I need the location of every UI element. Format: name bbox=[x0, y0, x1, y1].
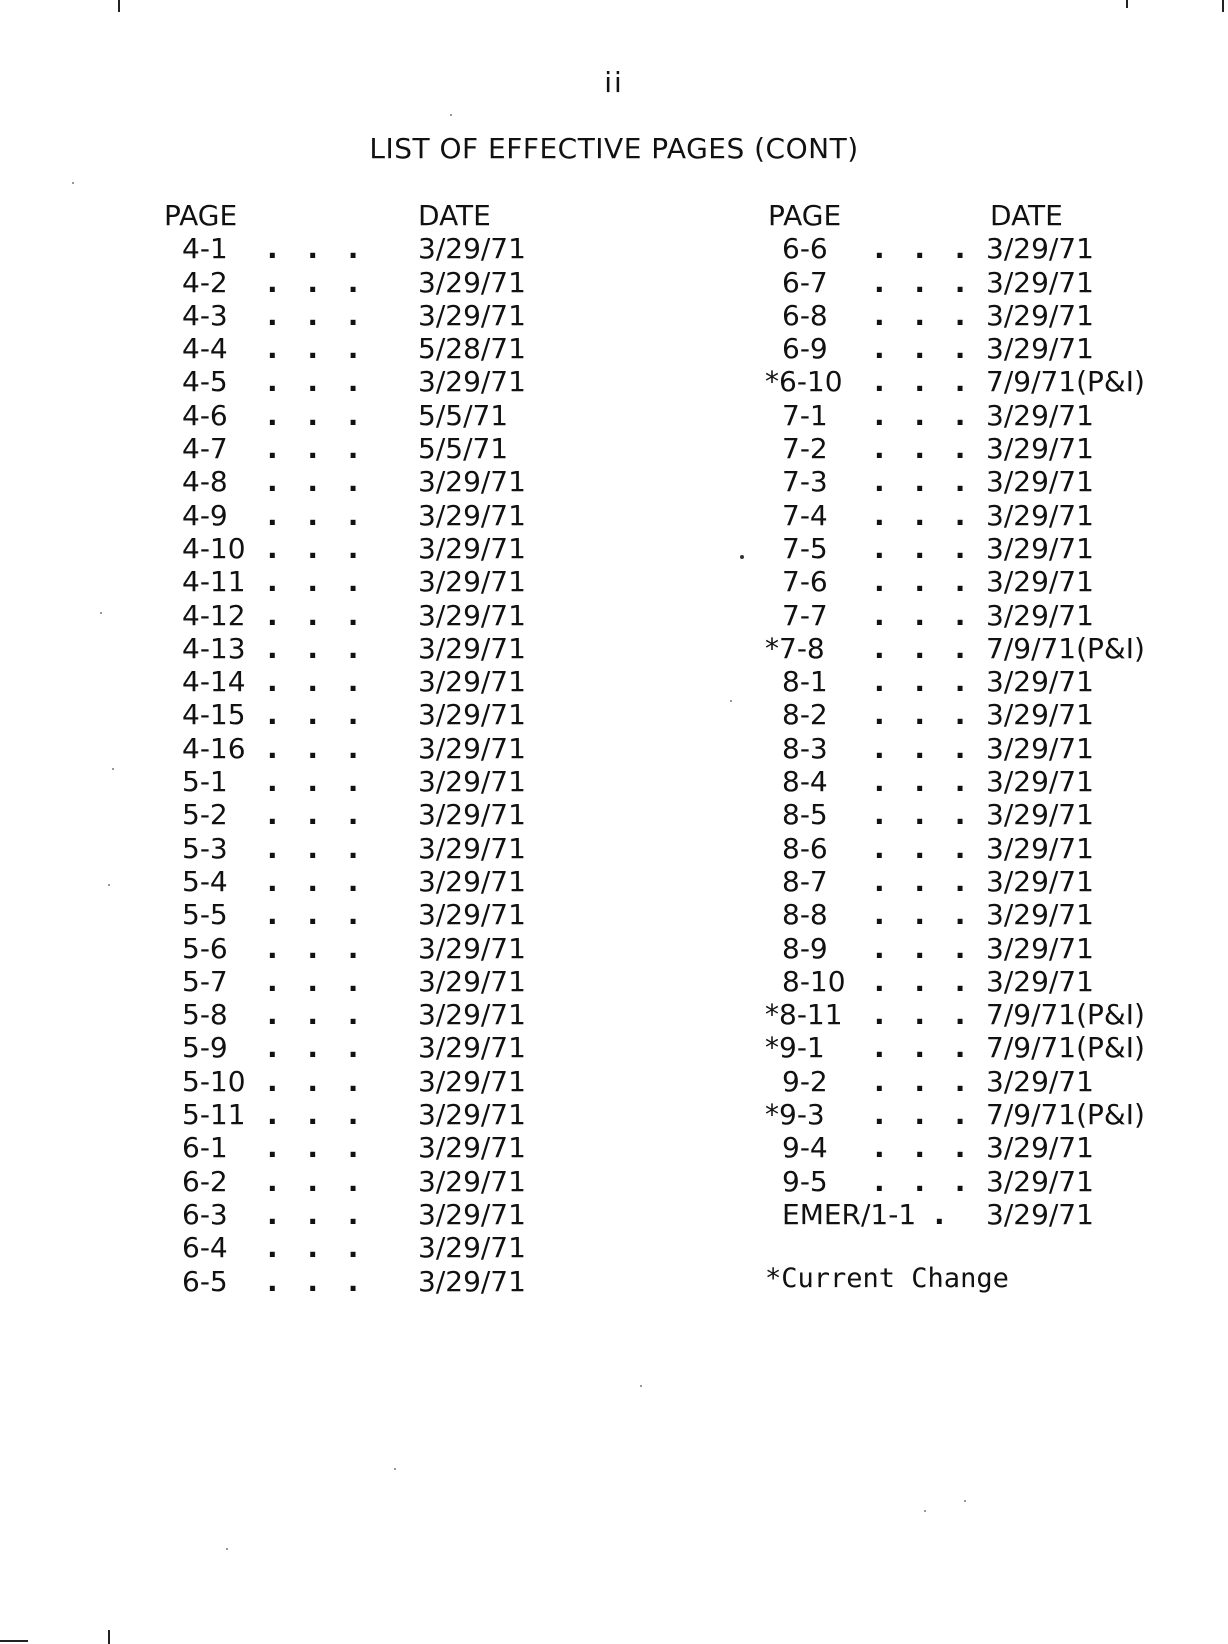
page-number-cell: 8-8 bbox=[782, 898, 828, 932]
list-item bbox=[768, 732, 1188, 765]
dot-leader: . . . bbox=[874, 432, 976, 466]
dot-leader: . . . bbox=[874, 731, 976, 765]
dot-leader: . . . bbox=[267, 798, 369, 832]
scan-speck bbox=[640, 1385, 642, 1387]
date-cell: 3/29/71 bbox=[418, 598, 526, 632]
crop-mark-bottom-left bbox=[108, 1630, 110, 1644]
list-item bbox=[164, 1131, 594, 1164]
scan-speck bbox=[964, 1500, 966, 1502]
list-item bbox=[164, 1265, 594, 1298]
date-cell: 5/5/71 bbox=[418, 398, 509, 432]
date-cell: 3/29/71 bbox=[986, 931, 1094, 965]
page-number-cell: 8-2 bbox=[782, 698, 828, 732]
date-cell: 3/29/71 bbox=[986, 665, 1094, 699]
list-item bbox=[164, 832, 594, 865]
page-number-cell: *8-11 bbox=[765, 998, 843, 1032]
list-item bbox=[765, 631, 1188, 665]
date-cell: 3/29/71 bbox=[986, 798, 1094, 832]
dot-leader: . . . bbox=[267, 731, 369, 765]
page-number-cell: EMER/1-1 bbox=[782, 1197, 917, 1231]
list-item bbox=[164, 1031, 594, 1064]
page-number-cell: 4-3 bbox=[182, 298, 228, 332]
left-column bbox=[164, 199, 594, 1298]
scan-speck bbox=[226, 1548, 228, 1550]
dot-leader: . . . bbox=[267, 1064, 369, 1098]
crop-mark-top-right bbox=[1126, 0, 1128, 8]
page-number-cell: 9-5 bbox=[782, 1164, 828, 1198]
dot-leader: . bbox=[934, 1197, 955, 1231]
page-column-header: PAGE bbox=[164, 199, 238, 232]
list-item bbox=[765, 998, 1188, 1032]
list-item bbox=[164, 1198, 594, 1231]
crop-mark-bottom-edge bbox=[0, 1640, 28, 1642]
dot-leader: . . . bbox=[267, 1164, 369, 1198]
page-number-cell: *6-10 bbox=[765, 365, 843, 399]
page-number-cell: 4-1 bbox=[182, 232, 228, 266]
dot-leader: . . . bbox=[267, 232, 369, 266]
page-number-cell: 7-5 bbox=[782, 531, 828, 565]
dot-leader: . . . bbox=[267, 531, 369, 565]
dot-leader: . . . bbox=[874, 465, 976, 499]
list-item bbox=[164, 266, 594, 299]
page-number-cell: 6-2 bbox=[182, 1164, 228, 1198]
left-column-header bbox=[164, 199, 594, 232]
dot-leader: . . . bbox=[267, 565, 369, 599]
dot-leader: . . . bbox=[874, 298, 976, 332]
page-number-cell: 8-6 bbox=[782, 831, 828, 865]
list-item bbox=[164, 932, 594, 965]
dot-leader: . . . bbox=[267, 631, 369, 665]
page-number-cell: 4-2 bbox=[182, 265, 228, 299]
date-cell: 3/29/71 bbox=[418, 998, 526, 1032]
list-item bbox=[768, 698, 1188, 731]
list-item bbox=[768, 965, 1188, 998]
scan-speck bbox=[108, 884, 110, 886]
date-cell: 3/29/71 bbox=[418, 265, 526, 299]
list-item bbox=[765, 1031, 1188, 1065]
list-item bbox=[164, 765, 594, 798]
list-item bbox=[765, 1098, 1188, 1132]
dot-leader: . . . bbox=[267, 365, 369, 399]
dot-leader: . . . bbox=[874, 665, 976, 699]
dot-leader: . . . bbox=[874, 232, 976, 266]
dot-leader: . . . bbox=[874, 631, 976, 665]
page-number-cell: 5-8 bbox=[182, 998, 228, 1032]
dot-leader: . . . bbox=[267, 298, 369, 332]
page-number-cell: 6-7 bbox=[782, 265, 828, 299]
date-cell: 3/29/71 bbox=[418, 1231, 526, 1265]
list-item bbox=[768, 832, 1188, 865]
list-item bbox=[768, 1165, 1188, 1198]
dot-leader: . . . bbox=[267, 964, 369, 998]
date-cell: 3/29/71 bbox=[418, 665, 526, 699]
date-cell: 3/29/71 bbox=[986, 1064, 1094, 1098]
footnote: *Current Change bbox=[765, 1263, 1009, 1295]
list-item bbox=[768, 266, 1188, 299]
crop-mark-top-edge bbox=[1222, 0, 1224, 12]
page-number-cell: 4-11 bbox=[182, 565, 246, 599]
date-cell: 3/29/71 bbox=[986, 964, 1094, 998]
dot-leader: . . . bbox=[874, 565, 976, 599]
list-item bbox=[768, 1065, 1188, 1098]
dot-leader: . . . bbox=[267, 665, 369, 699]
page-number-cell: 6-4 bbox=[182, 1231, 228, 1265]
dot-leader: . . . bbox=[267, 998, 369, 1032]
list-item bbox=[768, 765, 1188, 798]
date-cell: 3/29/71 bbox=[418, 898, 526, 932]
date-cell: 3/29/71 bbox=[986, 765, 1094, 799]
list-item bbox=[164, 599, 594, 632]
page-number-cell: 4-4 bbox=[182, 332, 228, 366]
list-item bbox=[768, 798, 1188, 831]
date-cell: 3/29/71 bbox=[418, 232, 526, 266]
dot-leader: . . . bbox=[267, 831, 369, 865]
date-cell: 3/29/71 bbox=[418, 365, 526, 399]
list-item bbox=[768, 932, 1188, 965]
page-number-cell: 4-9 bbox=[182, 498, 228, 532]
dot-leader: . . . bbox=[874, 1164, 976, 1198]
date-cell: 3/29/71 bbox=[986, 398, 1094, 432]
scan-speck bbox=[450, 114, 452, 116]
page-number-cell: 4-6 bbox=[182, 398, 228, 432]
page-number-cell: 8-4 bbox=[782, 765, 828, 799]
dot-leader: . . . bbox=[874, 598, 976, 632]
dot-leader: . . . bbox=[874, 1031, 976, 1065]
date-cell: 5/5/71 bbox=[418, 432, 509, 466]
right-column-header bbox=[768, 199, 1188, 232]
date-column-header: DATE bbox=[418, 199, 491, 232]
scan-speck bbox=[730, 700, 732, 702]
date-cell: 3/29/71 bbox=[418, 798, 526, 832]
page-number-cell: 7-7 bbox=[782, 598, 828, 632]
date-cell: 3/29/71 bbox=[986, 298, 1094, 332]
dot-leader: . . . bbox=[874, 531, 976, 565]
list-item bbox=[768, 898, 1188, 931]
dot-leader: . . . bbox=[267, 698, 369, 732]
list-item bbox=[164, 565, 594, 598]
page-number-cell: 6-5 bbox=[182, 1264, 228, 1298]
date-cell: 3/29/71 bbox=[986, 565, 1094, 599]
list-item bbox=[164, 665, 594, 698]
list-item bbox=[164, 732, 594, 765]
date-cell: 3/29/71 bbox=[418, 1197, 526, 1231]
list-item bbox=[164, 499, 594, 532]
page-number: ii bbox=[604, 66, 624, 99]
list-item bbox=[164, 898, 594, 931]
page-number-cell: 4-15 bbox=[182, 698, 246, 732]
list-item bbox=[164, 399, 594, 432]
page-number-cell: 5-1 bbox=[182, 765, 228, 799]
dot-leader: . . . bbox=[874, 365, 976, 399]
dot-leader: . . . bbox=[267, 498, 369, 532]
page-number-cell: 5-10 bbox=[182, 1064, 246, 1098]
list-item bbox=[164, 998, 594, 1031]
page-number-cell: 5-7 bbox=[182, 964, 228, 998]
date-cell: 3/29/71 bbox=[418, 831, 526, 865]
dot-leader: . . . bbox=[267, 598, 369, 632]
list-item bbox=[768, 565, 1188, 598]
date-cell: 3/29/71 bbox=[986, 864, 1094, 898]
dot-leader: . . . bbox=[874, 964, 976, 998]
dot-leader: . . . bbox=[267, 332, 369, 366]
page-number-cell: 4-7 bbox=[182, 432, 228, 466]
date-cell: 3/29/71 bbox=[986, 831, 1094, 865]
page-number-cell: 4-10 bbox=[182, 531, 246, 565]
page-number-cell: 6-6 bbox=[782, 232, 828, 266]
dot-leader: . . . bbox=[874, 831, 976, 865]
dot-leader: . . . bbox=[267, 931, 369, 965]
dot-leader: . . . bbox=[874, 332, 976, 366]
list-item bbox=[164, 1098, 594, 1131]
dot-leader: . . . bbox=[267, 432, 369, 466]
date-cell: 7/9/71(P&I) bbox=[986, 1098, 1145, 1132]
page-number-cell: 5-4 bbox=[182, 864, 228, 898]
list-item bbox=[164, 1165, 594, 1198]
crop-mark-top-left bbox=[118, 0, 120, 12]
list-item bbox=[768, 1131, 1188, 1164]
date-cell: 3/29/71 bbox=[986, 498, 1094, 532]
dot-leader: . . . bbox=[267, 1264, 369, 1298]
page-number-cell: 5-3 bbox=[182, 831, 228, 865]
date-cell: 3/29/71 bbox=[986, 1164, 1094, 1198]
date-cell: 3/29/71 bbox=[986, 598, 1094, 632]
page-number-cell: 8-3 bbox=[782, 731, 828, 765]
right-column bbox=[765, 199, 1188, 1296]
date-cell: 3/29/71 bbox=[418, 731, 526, 765]
list-item bbox=[768, 865, 1188, 898]
dot-leader: . . . bbox=[267, 1197, 369, 1231]
date-cell: 3/29/71 bbox=[986, 432, 1094, 466]
list-item bbox=[768, 232, 1188, 265]
list-item bbox=[768, 332, 1188, 365]
dot-leader: . . . bbox=[267, 1231, 369, 1265]
scan-speck bbox=[112, 768, 114, 770]
date-cell: 3/29/71 bbox=[418, 765, 526, 799]
list-item bbox=[164, 465, 594, 498]
page-number-cell: 5-6 bbox=[182, 931, 228, 965]
date-cell: 3/29/71 bbox=[418, 298, 526, 332]
page-number-cell: 4-13 bbox=[182, 631, 246, 665]
dot-leader: . . . bbox=[874, 898, 976, 932]
date-cell: 3/29/71 bbox=[418, 631, 526, 665]
scan-speck bbox=[924, 1510, 926, 1512]
date-cell: 3/29/71 bbox=[986, 698, 1094, 732]
dot-leader: . . . bbox=[874, 931, 976, 965]
dot-leader: . . . bbox=[267, 765, 369, 799]
dot-leader: . . . bbox=[874, 864, 976, 898]
date-cell: 3/29/71 bbox=[418, 498, 526, 532]
date-cell: 7/9/71(P&I) bbox=[986, 631, 1145, 665]
list-item bbox=[768, 599, 1188, 632]
date-cell: 3/29/71 bbox=[986, 1197, 1094, 1231]
page-number-cell: 7-2 bbox=[782, 432, 828, 466]
scan-speck bbox=[72, 182, 74, 184]
page-number-cell: 5-11 bbox=[182, 1098, 246, 1132]
dot-leader: . . . bbox=[874, 398, 976, 432]
list-item bbox=[164, 232, 594, 265]
date-cell: 3/29/71 bbox=[418, 1098, 526, 1132]
dot-leader: . . . bbox=[874, 765, 976, 799]
dot-leader: . . . bbox=[267, 1098, 369, 1132]
list-item bbox=[768, 532, 1188, 565]
list-item bbox=[164, 365, 594, 398]
date-cell: 5/28/71 bbox=[418, 332, 526, 366]
page-number-cell: 8-1 bbox=[782, 665, 828, 699]
date-cell: 3/29/71 bbox=[986, 332, 1094, 366]
dot-leader: . . . bbox=[874, 265, 976, 299]
list-item bbox=[164, 1231, 594, 1264]
dot-leader: . . . bbox=[267, 898, 369, 932]
date-cell: 3/29/71 bbox=[418, 1164, 526, 1198]
list-item bbox=[164, 532, 594, 565]
page-number-cell: 4-16 bbox=[182, 731, 246, 765]
page-number-cell: 4-5 bbox=[182, 365, 228, 399]
date-cell: 7/9/71(P&I) bbox=[986, 998, 1145, 1032]
date-cell: 3/29/71 bbox=[418, 531, 526, 565]
date-cell: 3/29/71 bbox=[418, 1264, 526, 1298]
page-title: LIST OF EFFECTIVE PAGES (CONT) bbox=[369, 132, 859, 165]
date-cell: 3/29/71 bbox=[986, 1131, 1094, 1165]
date-cell: 3/29/71 bbox=[418, 465, 526, 499]
list-item bbox=[768, 399, 1188, 432]
date-cell: 3/29/71 bbox=[986, 731, 1094, 765]
page-number-cell: 6-1 bbox=[182, 1131, 228, 1165]
date-cell: 7/9/71(P&I) bbox=[986, 1031, 1145, 1065]
date-cell: 3/29/71 bbox=[418, 565, 526, 599]
list-item bbox=[164, 1065, 594, 1098]
page-number-cell: 7-6 bbox=[782, 565, 828, 599]
page-number-cell: 5-9 bbox=[182, 1031, 228, 1065]
list-item bbox=[164, 299, 594, 332]
dot-leader: . . . bbox=[874, 1064, 976, 1098]
list-item bbox=[768, 465, 1188, 498]
list-item bbox=[164, 698, 594, 731]
list-item bbox=[768, 665, 1188, 698]
scan-speck bbox=[394, 1468, 396, 1470]
page-number-cell: 4-8 bbox=[182, 465, 228, 499]
page-number-cell: *7-8 bbox=[765, 631, 825, 665]
page-number-cell: 9-2 bbox=[782, 1064, 828, 1098]
list-item bbox=[768, 432, 1188, 465]
page-number-cell: 4-12 bbox=[182, 598, 246, 632]
list-item bbox=[164, 632, 594, 665]
dot-leader: . . . bbox=[874, 1131, 976, 1165]
dot-leader: . . . bbox=[874, 1098, 976, 1132]
list-item bbox=[164, 432, 594, 465]
date-column-header: DATE bbox=[990, 199, 1063, 232]
page-column-header: PAGE bbox=[768, 199, 842, 232]
list-item bbox=[768, 1198, 1188, 1231]
date-cell: 3/29/71 bbox=[418, 864, 526, 898]
dot-leader: . . . bbox=[874, 998, 976, 1032]
date-cell: 3/29/71 bbox=[986, 465, 1094, 499]
dot-leader: . . . bbox=[874, 798, 976, 832]
dot-leader: . . . bbox=[267, 465, 369, 499]
page-number-cell: 7-4 bbox=[782, 498, 828, 532]
date-cell: 3/29/71 bbox=[986, 898, 1094, 932]
date-cell: 3/29/71 bbox=[418, 1064, 526, 1098]
scan-speck bbox=[740, 555, 744, 559]
date-cell: 3/29/71 bbox=[418, 964, 526, 998]
date-cell: 3/29/71 bbox=[418, 698, 526, 732]
page-number-cell: 5-5 bbox=[182, 898, 228, 932]
list-item bbox=[765, 365, 1188, 399]
date-cell: 3/29/71 bbox=[986, 232, 1094, 266]
list-item bbox=[164, 965, 594, 998]
page-number-cell: 7-3 bbox=[782, 465, 828, 499]
list-item bbox=[164, 798, 594, 831]
date-cell: 7/9/71(P&I) bbox=[986, 365, 1145, 399]
page-number-cell: 6-9 bbox=[782, 332, 828, 366]
date-cell: 3/29/71 bbox=[418, 931, 526, 965]
page-number-cell: 5-2 bbox=[182, 798, 228, 832]
dot-leader: . . . bbox=[267, 398, 369, 432]
dot-leader: . . . bbox=[267, 265, 369, 299]
page-number-cell: 8-9 bbox=[782, 931, 828, 965]
page-number-cell: 9-4 bbox=[782, 1131, 828, 1165]
list-item bbox=[164, 865, 594, 898]
dot-leader: . . . bbox=[267, 864, 369, 898]
date-cell: 3/29/71 bbox=[418, 1031, 526, 1065]
dot-leader: . . . bbox=[267, 1031, 369, 1065]
page-number-cell: 8-7 bbox=[782, 864, 828, 898]
page-number-cell: 4-14 bbox=[182, 665, 246, 699]
date-cell: 3/29/71 bbox=[986, 531, 1094, 565]
page-number-cell: 8-10 bbox=[782, 964, 846, 998]
date-cell: 3/29/71 bbox=[418, 1131, 526, 1165]
dot-leader: . . . bbox=[874, 498, 976, 532]
page-number-cell: 7-1 bbox=[782, 398, 828, 432]
scan-speck bbox=[100, 612, 102, 614]
page-number-cell: 8-5 bbox=[782, 798, 828, 832]
list-item bbox=[768, 299, 1188, 332]
page-number-cell: *9-3 bbox=[765, 1098, 825, 1132]
page-number-cell: 6-8 bbox=[782, 298, 828, 332]
date-cell: 3/29/71 bbox=[986, 265, 1094, 299]
dot-leader: . . . bbox=[874, 698, 976, 732]
page-number-cell: 6-3 bbox=[182, 1197, 228, 1231]
dot-leader: . . . bbox=[267, 1131, 369, 1165]
page-number-cell: *9-1 bbox=[765, 1031, 825, 1065]
list-item bbox=[164, 332, 594, 365]
list-item bbox=[768, 499, 1188, 532]
